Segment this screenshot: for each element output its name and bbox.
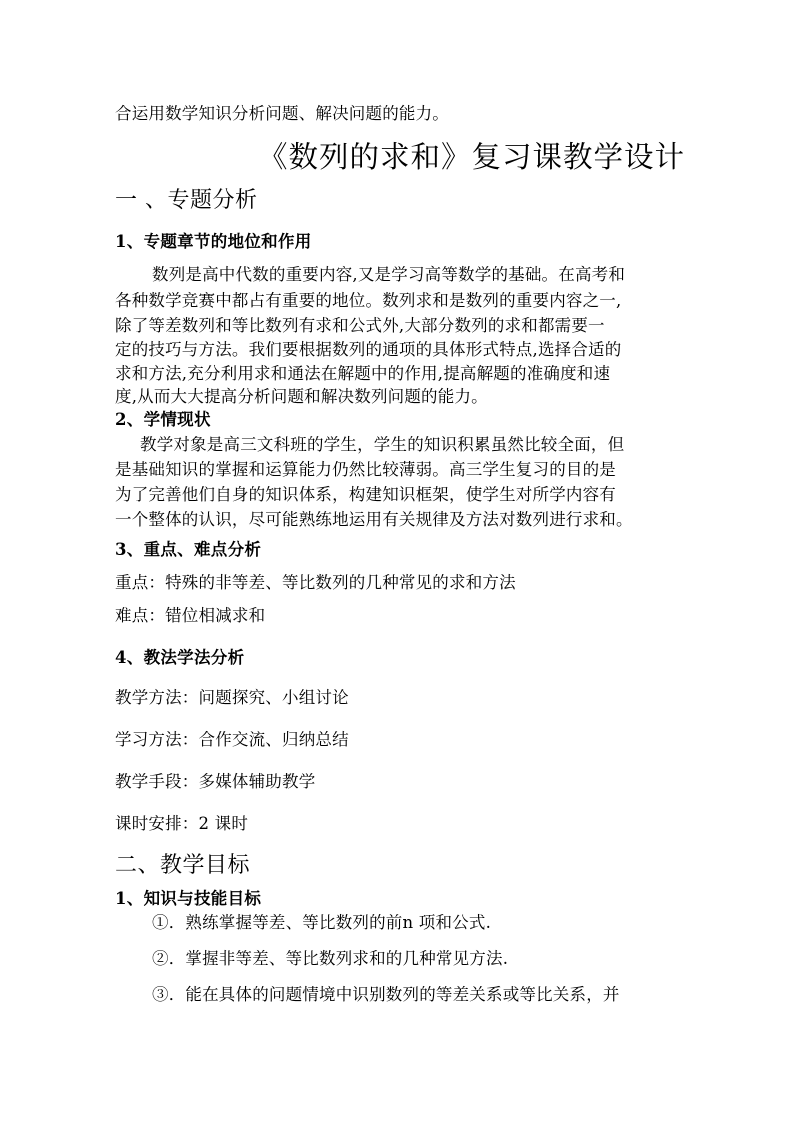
paragraph-line: 求和方法,充分利用求和通法在解题中的作用,提高解题的准确度和速 <box>115 364 611 383</box>
continuation-line: 合运用数学知识分析问题、解决问题的能力。 <box>115 104 449 123</box>
section1-sub1-heading: 1、专题章节的地位和作用 <box>115 232 312 251</box>
paragraph-line: 是基础知识的掌握和运算能力仍然比较薄弱。高三学生复习的目的是 <box>115 460 616 479</box>
teaching-means-line: 教学手段：多媒体辅助教学 <box>115 772 316 791</box>
paragraph-line: 除了等差数列和等比数列有求和公式外,大部分数列的求和都需要一 <box>115 316 605 335</box>
objective-item: ①．熟练掌握等差、等比数列的前n 项和公式. <box>152 913 492 932</box>
section1-sub4-heading: 4、教法学法分析 <box>115 648 245 667</box>
class-hours-line: 课时安排：2 课时 <box>115 814 249 833</box>
learning-method-line: 学习方法：合作交流、归纳总结 <box>115 730 349 749</box>
objective-item: ③．能在具体的问题情境中识别数列的等差关系或等比关系，并 <box>152 985 620 1004</box>
section1-sub3-heading: 3、重点、难点分析 <box>115 540 262 559</box>
paragraph-line: 数列是高中代数的重要内容,又是学习高等数学的基础。在高考和 <box>152 265 626 284</box>
section2-sub1-heading: 1、知识与技能目标 <box>115 889 262 908</box>
paragraph-line: 各种数学竞赛中都占有重要的地位。数列求和是数列的重要内容之一, <box>115 291 622 310</box>
paragraph-line: 教学对象是高三文科班的学生，学生的知识积累虽然比较全面，但 <box>140 435 625 454</box>
objective-item: ②．掌握非等差、等比数列求和的几种常见方法. <box>152 949 509 968</box>
paragraph-line: 为了完善他们自身的知识体系，构建知识框架，使学生对所学内容有 <box>115 485 616 504</box>
document-title: 《数列的求和》复习课教学设计 <box>258 140 686 174</box>
section2-heading: 二、教学目标 <box>115 853 251 878</box>
paragraph-line: 度,从而大大提高分析问题和解决数列问题的能力。 <box>115 387 488 406</box>
section1-sub2-heading: 2、学情现状 <box>115 410 211 429</box>
teaching-method-line: 教学方法：问题探究、小组讨论 <box>115 688 349 707</box>
paragraph-line: 定的技巧与方法。我们要根据数列的通项的具体形式特点,选择合适的 <box>115 340 622 359</box>
difficult-point-line: 难点：错位相减求和 <box>115 606 266 625</box>
key-point-line: 重点：特殊的非等差、等比数列的几种常见的求和方法 <box>115 573 516 592</box>
section1-heading: 一 、专题分析 <box>115 188 258 213</box>
paragraph-line: 一个整体的认识，尽可能熟练地运用有关规律及方法对数列进行求和。 <box>115 510 633 529</box>
